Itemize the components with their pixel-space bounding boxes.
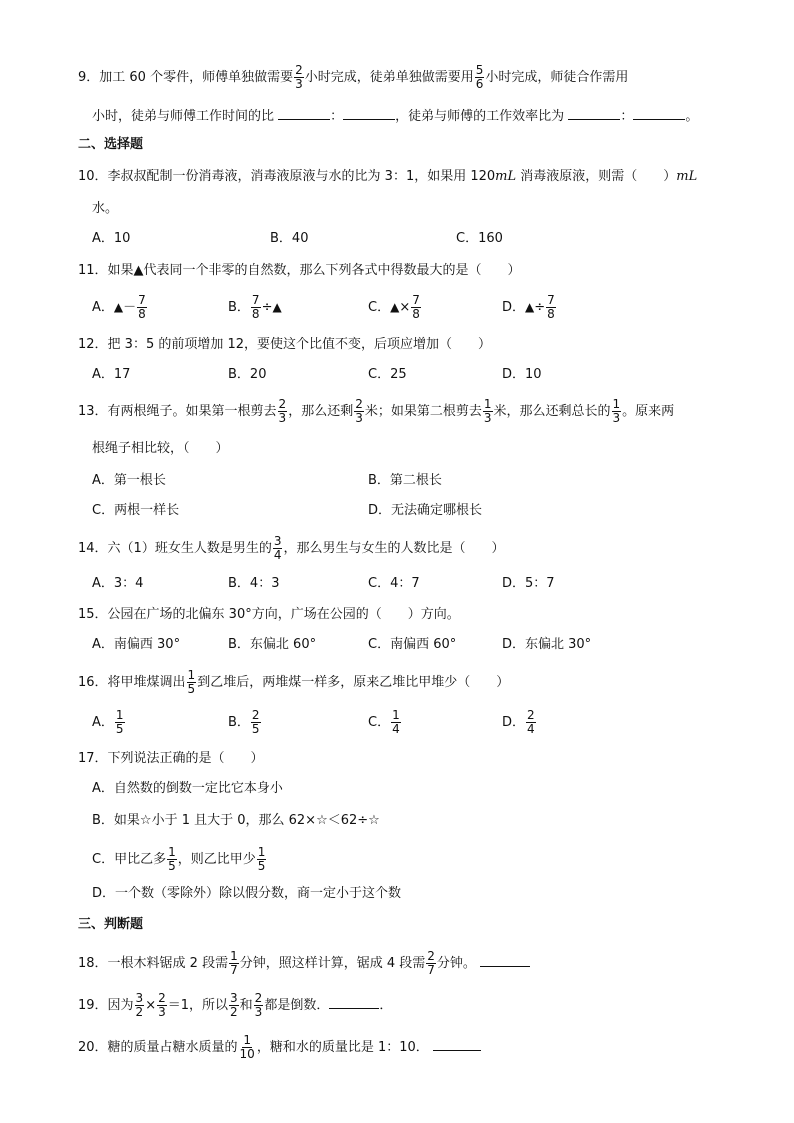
option-d[interactable]: D．东偏北 30°: [502, 637, 592, 652]
fraction: $\frac{2}{3}$: [158, 991, 166, 1019]
option-c[interactable]: C．160: [456, 231, 503, 246]
option-d[interactable]: D． $\frac{2}{4}$: [502, 708, 535, 736]
question-11-text: 11．如果▲代表同一个非零的自然数，那么下列各式中得数最大的是（ ）: [78, 263, 521, 278]
answer-blank[interactable]: [480, 953, 530, 967]
section-heading-choice: 二、选择题: [78, 137, 144, 152]
fraction: $\frac{1}{5}$: [187, 668, 196, 696]
option-d[interactable]: D．▲÷ $\frac{7}{8}$: [502, 293, 555, 321]
question-18-text: 18．一根木料锯成 2 段需 $\frac{1}{7}$ 分钟，照这样计算，锯成 4 段需 $\frac{2}{7}$ 分钟。: [78, 950, 530, 977]
question-13-line-1: 13．有两根绳子。如果第一根剪去 $\frac{2}{3}$ ，那么还剩 $\frac{2}{3}$ 米；如果第二根剪去 $\frac{1}{3}$ 米，那么还剩总长的 $\frac{1}{3}$ 。原来两: [78, 397, 675, 425]
option-a[interactable]: A．自然数的倒数一定比它本身小: [92, 781, 283, 796]
question-20-text: 20．糖的质量占糖水质量的 $\frac{1}{10}$ ，糖和水的质量比是 1：10．: [78, 1034, 481, 1061]
fraction: $\frac{2}{3}$: [254, 991, 263, 1019]
fraction: $\frac{2}{3}$: [295, 63, 303, 91]
answer-blank[interactable]: [433, 1037, 481, 1051]
option-a[interactable]: A． $\frac{1}{5}$: [92, 708, 124, 736]
question-14-text: 14．六（1）班女生人数是男生的 $\frac{3}{4}$ ，那么男生与女生的人数比是（ ）: [78, 534, 505, 562]
fraction: $\frac{2}{7}$: [427, 949, 435, 977]
option-b[interactable]: B．东偏北 60°: [228, 637, 317, 652]
option-c[interactable]: C． $\frac{1}{4}$: [368, 708, 400, 736]
option-d[interactable]: D．一个数（零除外）除以假分数，商一定小于这个数: [92, 886, 402, 901]
option-a[interactable]: A．南偏西 30°: [92, 637, 181, 652]
fraction: $\frac{1}{4}$: [392, 708, 400, 736]
option-d[interactable]: D．无法确定哪根长: [368, 503, 483, 518]
option-d[interactable]: D．5：7: [502, 576, 555, 591]
option-a[interactable]: A．3：4: [92, 576, 144, 591]
answer-blank[interactable]: [278, 106, 330, 120]
option-b[interactable]: B．40: [270, 231, 309, 246]
question-15-text: 15．公园在广场的北偏东 30°方向，广场在公园的（ ）方向。: [78, 607, 460, 622]
question-13-line-2: 根绳子相比较，（ ）: [92, 441, 229, 456]
option-b[interactable]: B． $\frac{2}{5}$: [228, 708, 260, 736]
fraction: $\frac{5}{6}$: [475, 63, 484, 91]
option-c[interactable]: C．甲比乙多 $\frac{1}{5}$ ，则乙比甲少 $\frac{1}{5}$: [92, 845, 266, 873]
fraction: $\frac{3}{2}$: [230, 991, 238, 1019]
question-9-line-1: 9．加工 60 个零件，师傅单独做需要 $\frac{2}{3}$ 小时完成，徒弟单独做需要用 $\frac{5}{6}$ 小时完成，师徒合作需用: [78, 63, 629, 91]
fraction: $\frac{7}{8}$: [138, 293, 146, 321]
option-a[interactable]: A．10: [92, 231, 131, 246]
answer-blank[interactable]: [329, 995, 379, 1009]
fraction: $\frac{1}{5}$: [115, 708, 124, 736]
option-a[interactable]: A．▲－ $\frac{7}{8}$: [92, 293, 146, 321]
question-16-text: 16．将甲堆煤调出 $\frac{1}{5}$ 到乙堆后，两堆煤一样多，原来乙堆比甲堆少（ ）: [78, 668, 510, 696]
fraction: $\frac{1}{3}$: [612, 397, 621, 425]
triangle-icon: ▲: [113, 300, 124, 314]
option-c[interactable]: C．▲× $\frac{7}{8}$: [368, 293, 420, 321]
fraction: $\frac{3}{4}$: [273, 534, 282, 562]
option-d[interactable]: D．10: [502, 367, 542, 382]
option-c[interactable]: C．两根一样长: [92, 503, 180, 518]
fraction: $\frac{2}{5}$: [251, 708, 260, 736]
fraction: $\frac{7}{8}$: [251, 293, 260, 321]
fraction: $\frac{1}{5}$: [168, 845, 176, 873]
question-10-line-1: 10．李叔叔配制一份消毒液，消毒液原液与水的比为 3：1，如果用 120mL 消毒液原液，则需（ ）mL: [78, 169, 698, 184]
answer-blank[interactable]: [343, 106, 395, 120]
option-a[interactable]: A．第一根长: [92, 473, 166, 488]
fraction: $\frac{1}{5}$: [257, 845, 266, 873]
question-17-text: 17．下列说法正确的是（ ）: [78, 751, 264, 766]
fraction: $\frac{2}{3}$: [355, 397, 363, 425]
fraction: $\frac{2}{3}$: [278, 397, 287, 425]
triangle-icon: ▲: [390, 300, 400, 314]
triangle-icon: ▲: [525, 300, 535, 314]
option-b[interactable]: B． $\frac{7}{8}$ ÷▲: [228, 293, 282, 321]
option-c[interactable]: C．4：7: [368, 576, 420, 591]
fraction: $\frac{7}{8}$: [547, 293, 555, 321]
option-c[interactable]: C．南偏西 60°: [368, 637, 457, 652]
option-b[interactable]: B．第二根长: [368, 473, 442, 488]
fraction: $\frac{2}{4}$: [527, 708, 535, 736]
option-b[interactable]: B．如果☆小于 1 且大于 0，那么 62×☆＜62÷☆: [92, 813, 380, 828]
triangle-icon: ▲: [272, 300, 282, 314]
fraction: $\frac{1}{3}$: [483, 397, 492, 425]
question-19-text: 19．因为 $\frac{3}{2}$ × $\frac{2}{3}$ ＝1，所以 $\frac{3}{2}$ 和 $\frac{2}{3}$ 都是倒数． ．: [78, 991, 393, 1019]
question-10-line-2: 水。: [92, 201, 119, 216]
option-b[interactable]: B．4：3: [228, 576, 280, 591]
option-c[interactable]: C．25: [368, 367, 407, 382]
question-9-line-2: 小时，徒弟与师傅工作时间的比 ： ，徒弟与师傅的工作效率比为 ： 。: [92, 106, 698, 126]
fraction: $\frac{7}{8}$: [412, 293, 420, 321]
section-heading-judgement: 三、判断题: [78, 917, 144, 932]
fraction: $\frac{1}{10}$: [239, 1033, 255, 1061]
question-12-text: 12．把 3：5 的前项增加 12，要使这个比值不变，后项应增加（ ）: [78, 337, 492, 352]
option-a[interactable]: A．17: [92, 367, 131, 382]
answer-blank[interactable]: [568, 106, 620, 120]
fraction: $\frac{1}{7}$: [230, 949, 238, 977]
fraction: $\frac{3}{2}$: [135, 991, 144, 1019]
answer-blank[interactable]: [633, 106, 685, 120]
option-b[interactable]: B．20: [228, 367, 267, 382]
